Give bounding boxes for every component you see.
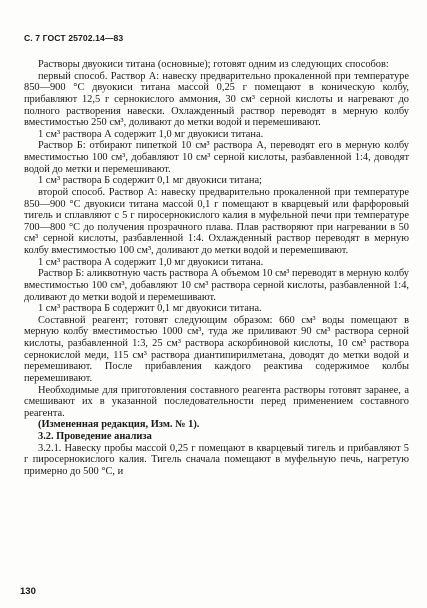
page-number: 130 [20, 586, 36, 597]
paragraph: Составной реагент; готовят следующим образом: 660 см³ воды помещают в мерную колбу вместимостью 1000 см³, туда же приливают 90 см³ раствора серной кислоты, разбавленной 1:3, 25 см³ раствора аскорбиновой кислоты, 10 см³ раствора сернокислой меди, 115 см³ раствора диантипирилметана, доводят до метки водой и перемешивают. После прибавления каждого реактива содержимое колбы перемешивают. [24, 314, 409, 384]
paragraph: Растворы двуокиси титана (основные); готовят одним из следующих способов: [38, 59, 389, 70]
paragraph: Раствор Б: отбирают пипеткой 10 см³ раствора А, переводят его в мерную колбу вместимостью 100 см³, добавляют 10 см³ серной кислоты, разбавленной 1:4, доводят водой до метки и перемешивают. [24, 140, 409, 175]
paragraph: Необходимые для приготовления составного реагента растворы готовят заранее, а смешивают их в указанной последовательности перед применением составного реагента. [24, 384, 409, 419]
paragraph: 1 см³ раствора Б содержит 0,1 мг двуокиси титана; [38, 175, 262, 187]
page-header: С. 7 ГОСТ 25702.14—83 [24, 33, 124, 43]
document-body [24, 59, 409, 478]
paragraph: второй способ. Раствор А: навеску предварительно прокаленной при температуре 850—900 °С двуокиси титана массой 0,1 г помещают в кварцевый или фарфоровый тигель и сплавляют с 5 г пиросернокислого калия в муфельной печи при температуре 700—800 °С до получения прозрачного плава. Плав растворяют при нагревании в 50 см³ серной кислоты, разбавленной 1:4. Охлажденный раствор переводят в мерную колбу вместимостью 100 см³, доливают до метки водой и перемешивают. [24, 186, 409, 256]
paragraph: 1 см³ раствора А содержит 1,0 мг двуокиси титана. [38, 256, 264, 268]
paragraph: первый способ. Раствор А: навеску предварительно прокаленной при температуре 850—900 °С двуокиси титана массой 0,25 г помещают в коническую колбу, прибавляют 12,5 г сернокислого аммония, 30 см³ серной кислоты и нагревают до полного растворения навески. Охлажденный раствор переводят в мерную колбу вместимостью 250 см³, доливают до метки водой и перемешивают. [24, 70, 409, 129]
paragraph: Раствор Б: аликвотную часть раствора А объемом 10 см³ переводят в мерную колбу вместимостью 100 см³, добавляют 10 см³ раствора серной кислоты, разбавленной 1:4, доливают до метки водой и перемешивают. [24, 268, 409, 303]
paragraph: 3.2.1. Навеску пробы массой 0,25 г помещают в кварцевый тигель и прибавляют 5 г пиросернокислого калия. Тигель сначала помещают в муфельную печь, нагретую примерно до 500 °С, и [24, 442, 409, 477]
paragraph: 1 см³ раствора Б содержит 0,1 мг двуокиси титана. [38, 303, 262, 315]
amendment-note: (Измененная редакция, Изм. № 1). [38, 419, 200, 431]
section-heading: 3.2. Проведение анализа [38, 431, 152, 442]
paragraph: 1 см³ раствора А содержит 1,0 мг двуокиси титана. [38, 128, 264, 140]
